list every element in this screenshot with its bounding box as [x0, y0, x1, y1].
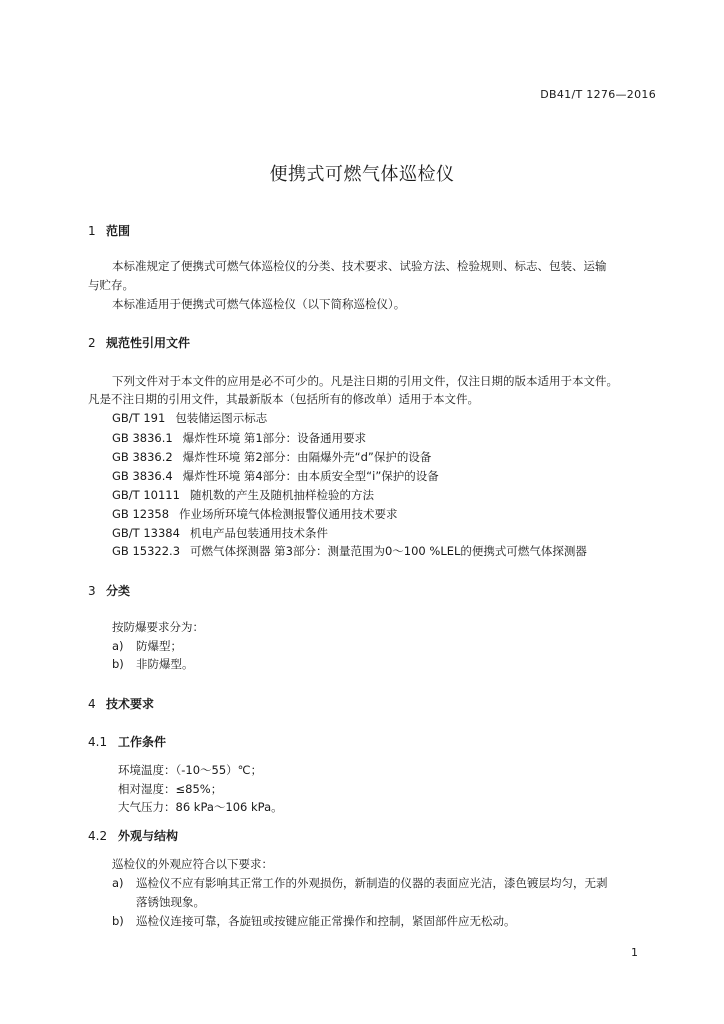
- ref-title: 爆炸性环境 第2部分：由隔爆外壳“d”保护的设备: [182, 450, 432, 464]
- section-4-heading: [88, 695, 154, 712]
- section-number: 2: [88, 336, 96, 350]
- appearance-intro: 巡检仪的外观应符合以下要求：: [112, 857, 273, 871]
- refs-intro-line-2: 凡是不注日期的引用文件，其最新版本（包括所有的修改单）适用于本文件。: [88, 392, 479, 406]
- ref-item: [112, 449, 431, 465]
- ref-item: [112, 487, 374, 503]
- ref-code: GB/T 13384: [112, 526, 180, 540]
- section-1-heading: [88, 222, 130, 239]
- ref-item: [112, 468, 439, 484]
- subsection-4-2-heading: [88, 827, 178, 844]
- section-title: 技术要求: [106, 697, 155, 711]
- section-number: 1: [88, 224, 96, 238]
- subsection-title: 外观与结构: [118, 829, 179, 843]
- list-item: [112, 913, 516, 929]
- section-3-heading: [88, 582, 130, 599]
- scope-para-2: 本标准适用于便携式可燃气体巡检仪（以下简称巡检仪）。: [112, 297, 406, 311]
- list-marker: a): [112, 639, 124, 653]
- ref-item: [112, 525, 328, 541]
- list-item: [112, 656, 194, 672]
- ref-title: 包装储运图示标志: [175, 411, 268, 425]
- subsection-number: 4.2: [88, 829, 108, 843]
- ref-code: GB 12358: [112, 507, 170, 521]
- list-item: [112, 875, 608, 891]
- ref-code: GB 3836.4: [112, 469, 173, 483]
- list-text-continuation: 落锈蚀现象。: [136, 895, 205, 909]
- section-number: 3: [88, 584, 96, 598]
- section-title: 规范性引用文件: [106, 336, 191, 350]
- list-text: 非防爆型。: [136, 657, 194, 671]
- section-title: 范围: [106, 224, 131, 238]
- section-title: 分类: [106, 584, 131, 598]
- condition-line: 相对湿度：≤85%；: [118, 782, 223, 796]
- ref-code: GB/T 10111: [112, 488, 180, 502]
- ref-item: [112, 506, 398, 522]
- condition-line: 大气压力：86 kPa～106 kPa。: [118, 800, 283, 814]
- ref-code: GB 3836.1: [112, 431, 173, 445]
- classification-intro: 按防爆要求分为：: [112, 620, 204, 634]
- ref-title: 作业场所环境气体检测报警仪通用技术要求: [179, 507, 398, 521]
- list-marker: a): [112, 876, 124, 890]
- ref-item: [112, 543, 587, 559]
- ref-title: 可燃气体探测器 第3部分：测量范围为0～100 %LEL的便携式可燃气体探测器: [190, 544, 587, 558]
- list-text: 巡检仪连接可靠，各旋钮或按键应能正常操作和控制，紧固部件应无松动。: [136, 914, 516, 928]
- list-text: 防爆型；: [136, 639, 182, 653]
- page-number: 1: [631, 946, 638, 959]
- standard-code: DB41/T 1276—2016: [540, 88, 656, 101]
- document-title: 便携式可燃气体巡检仪: [269, 164, 455, 185]
- subsection-number: 4.1: [88, 735, 108, 749]
- list-item: [112, 638, 182, 654]
- ref-code: GB/T 191: [112, 411, 166, 425]
- condition-line: 环境温度：（-10～55）℃；: [118, 763, 263, 777]
- list-marker: b): [112, 657, 124, 671]
- list-text: 巡检仪不应有影响其正常工作的外观损伤，新制造的仪器的表面应光洁，漆色镀层均匀，无剥: [136, 876, 608, 890]
- scope-para-1-line-2: 与贮存。: [88, 278, 134, 292]
- ref-title: 机电产品包装通用技术条件: [189, 526, 328, 540]
- refs-intro-line-1: 下列文件对于本文件的应用是必不可少的。凡是注日期的引用文件，仅注日期的版本适用于本文件。: [112, 374, 618, 388]
- section-number: 4: [88, 697, 96, 711]
- ref-item: [112, 410, 267, 426]
- ref-title: 爆炸性环境 第4部分：由本质安全型“i”保护的设备: [182, 469, 439, 483]
- list-marker: b): [112, 914, 124, 928]
- subsection-4-1-heading: [88, 733, 166, 750]
- ref-code: GB 15322.3: [112, 544, 181, 558]
- subsection-title: 工作条件: [118, 735, 167, 749]
- ref-title: 爆炸性环境 第1部分：设备通用要求: [182, 431, 367, 445]
- scope-para-1-line-1: 本标准规定了便携式可燃气体巡检仪的分类、技术要求、试验方法、检验规则、标志、包装、运输: [112, 259, 607, 273]
- ref-item: [112, 430, 366, 446]
- section-2-heading: [88, 334, 190, 351]
- ref-code: GB 3836.2: [112, 450, 173, 464]
- ref-title: 随机数的产生及随机抽样检验的方法: [189, 488, 374, 502]
